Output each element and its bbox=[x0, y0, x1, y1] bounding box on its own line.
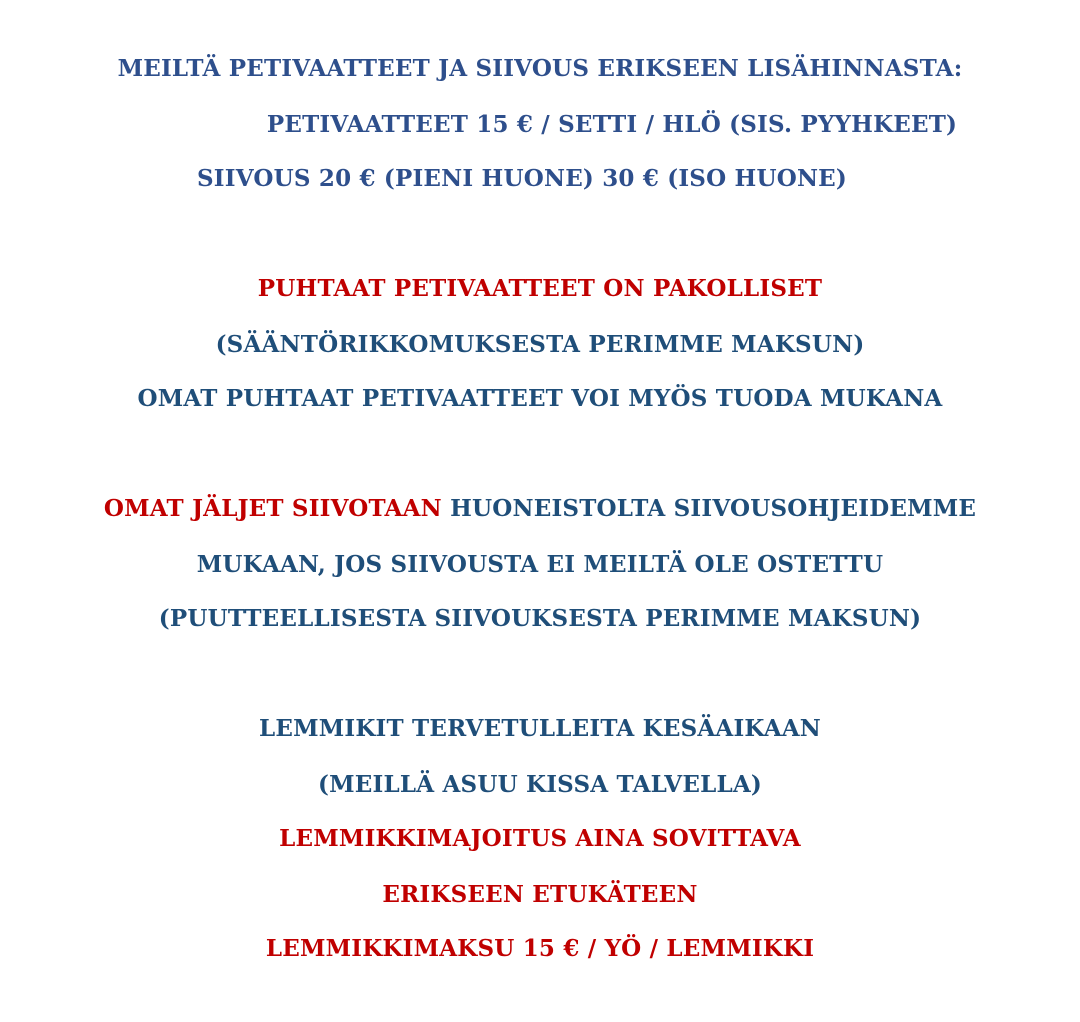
cleaning-own-mess-rest: HUONEISTOLTA SIIVOUSOHJEIDEMME bbox=[441, 495, 977, 522]
cleaning-condition: MUKAAN, JOS SIIVOUSTA EI MEILTÄ OLE OSTETTU bbox=[196, 551, 884, 578]
cleaning-own-mess bbox=[0, 494, 1080, 524]
pets-fee: LEMMIKKIMAKSU 15 € / YÖ / LEMMIKKI bbox=[265, 935, 815, 962]
bedding-price: PETIVAATTEET 15 € / SETTI / HLÖ (SIS. PYYHKEET) bbox=[266, 111, 958, 138]
pets-in-advance: ERIKSEEN ETUKÄTEEN bbox=[382, 881, 698, 908]
cleaning-penalty: (PUUTTEELLISESTA SIIVOUKSESTA PERIMME MAKSUN) bbox=[158, 605, 922, 632]
pets-cat-note: (MEILLÄ ASUU KISSA TALVELLA) bbox=[318, 771, 762, 798]
cleaning-own-mess-red: OMAT JÄLJET SIIVOTAAN bbox=[103, 495, 442, 522]
bedding-penalty: (SÄÄNTÖRIKKOMUKSESTA PERIMME MAKSUN) bbox=[215, 331, 865, 358]
bedding-mandatory: PUHTAAT PETIVAATTEET ON PAKOLLISET bbox=[257, 275, 823, 302]
pets-arrangement: LEMMIKKIMAJOITUS AINA SOVITTAVA bbox=[279, 825, 801, 852]
cleaning-price: SIIVOUS 20 € (PIENI HUONE) 30 € (ISO HUONE) bbox=[196, 165, 847, 192]
bedding-own-allowed: OMAT PUHTAAT PETIVAATTEET VOI MYÖS TUODA MUKANA bbox=[137, 385, 943, 412]
pets-welcome: LEMMIKIT TERVETULLEITA KESÄAIKAAN bbox=[258, 715, 822, 742]
pricing-heading: MEILTÄ PETIVAATTEET JA SIIVOUS ERIKSEEN LISÄHINNASTA: bbox=[117, 55, 963, 82]
